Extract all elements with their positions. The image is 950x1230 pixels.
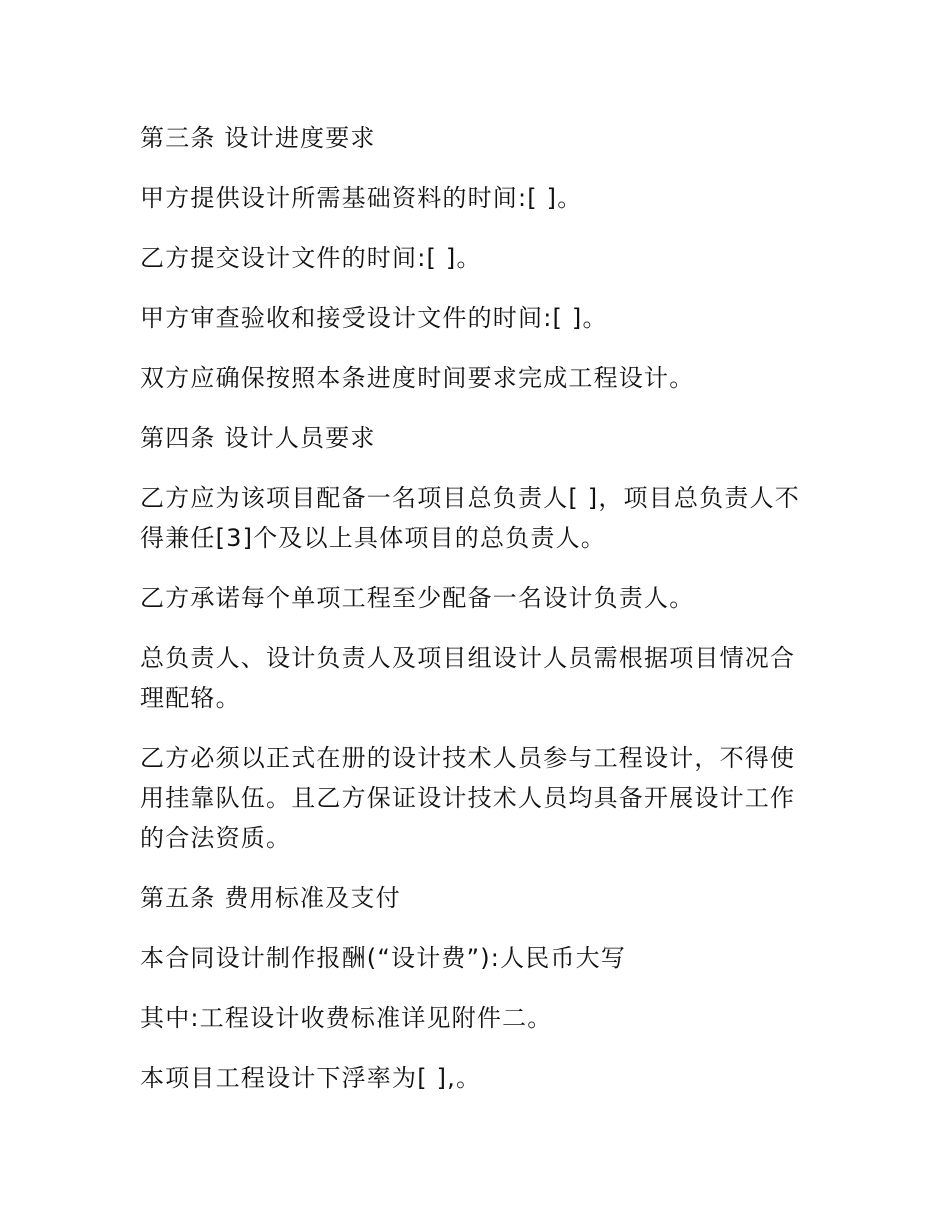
paragraph: 本合同设计制作报酬(“设计费”):人民币大写 [140,944,627,972]
paragraph: 乙方必须以正式在册的设计技术人员参与工程设计，不得使用挂靠队伍。且乙方保证设计技术人员均具备开展设计工作的合法资质。 [140,744,796,852]
paragraph: 甲方提供设计所需基础资料的时间:[ ]。 [140,184,583,212]
section-heading-5: 第五条 费用标准及支付 [140,884,401,912]
document-body [140,118,810,1118]
paragraph: 乙方承诺每个单项工程至少配备一名设计负责人。 [140,584,695,612]
section-heading-4: 第四条 设计人员要求 [140,424,376,452]
section-heading-3: 第三条 设计进度要求 [140,124,376,152]
paragraph: 总负责人、设计负责人及项目组设计人员需根据项目情况合理配辂。 [140,644,796,712]
paragraph: 本项目工程设计下浮率为[ ],。 [140,1064,482,1092]
paragraph: 双方应确保按照本条进度时间要求完成工程设计。 [140,364,695,392]
paragraph: 乙方应为该项目配备一名项目总负责人[ ]，项目总负责人不得兼任[3]个及以上具体项目的总负责人。 [140,484,800,552]
paragraph: 乙方提交设计文件的时间:[ ]。 [140,244,482,272]
paragraph: 甲方审查验收和接受设计文件的时间:[ ]。 [140,304,608,332]
paragraph: 其中:工程设计收费标准详见附件二。 [140,1004,553,1032]
